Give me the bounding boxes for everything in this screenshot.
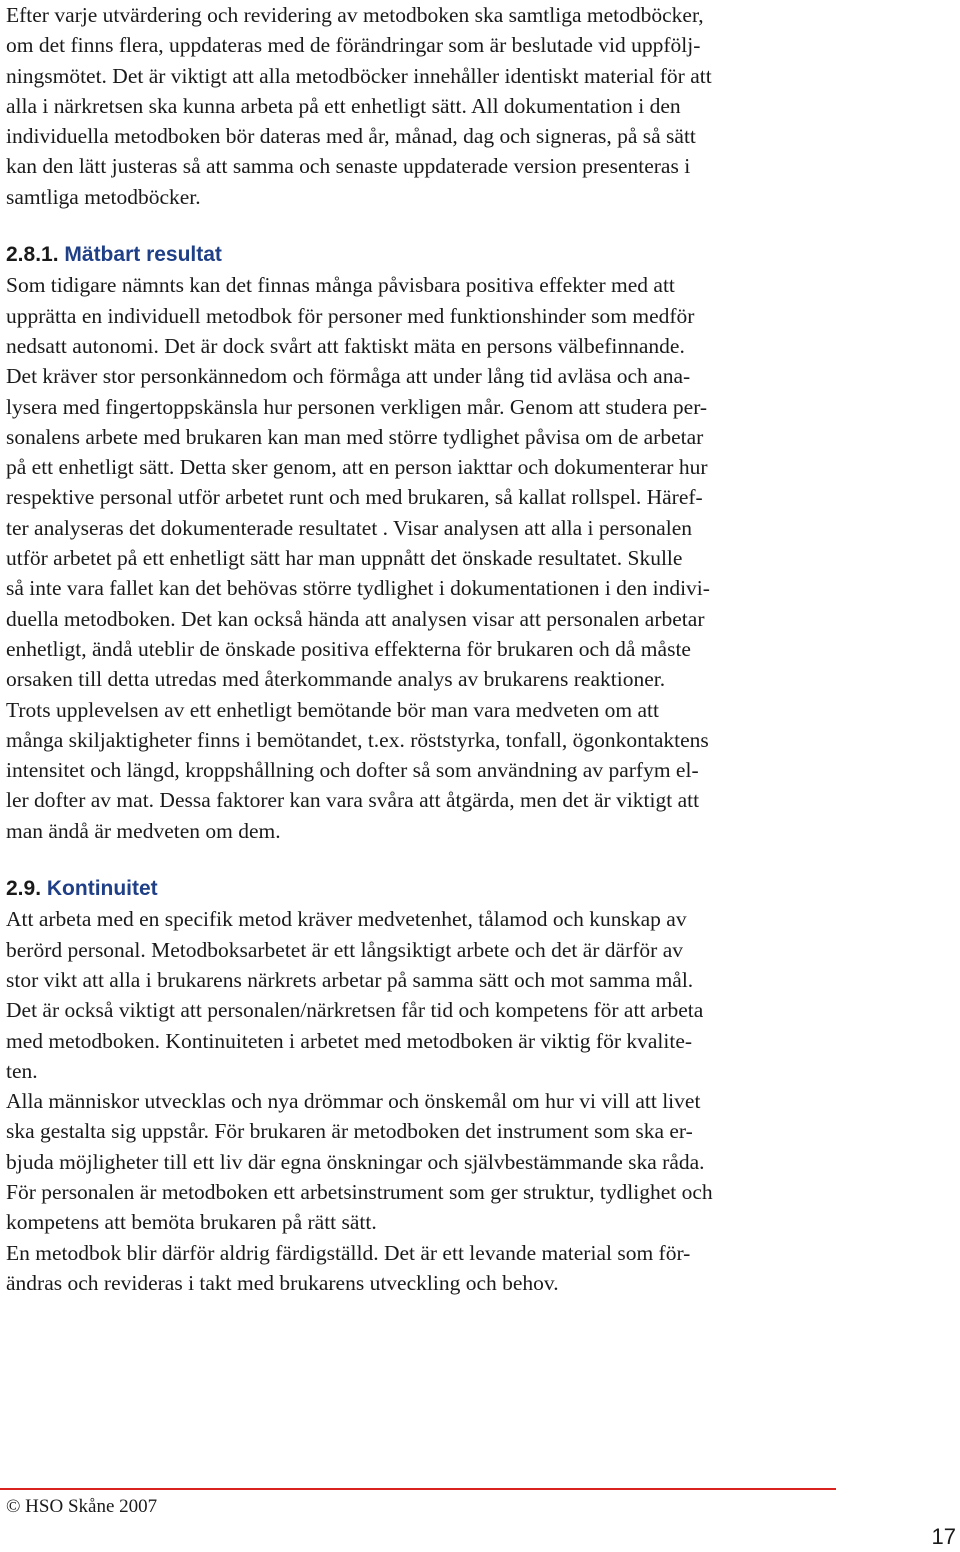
text-line: Trots upplevelsen av ett enhetligt bemötande bör man vara medveten om att <box>6 697 659 722</box>
text-line: lysera med fingertoppskänsla hur personen verkligen mår. Genom att studera per- <box>6 394 708 419</box>
text-line: respektive personal utför arbetet runt och med brukaren, så kallat rollspel. Häref- <box>6 485 703 510</box>
text-line: intensitet och längd, kroppshållning och dofter så som användning av parfym el- <box>6 758 699 783</box>
text-line: enhetligt, ändå uteblir de önskade positiva effekterna för brukaren och då måste <box>6 636 691 661</box>
text-line: nedsatt autonomi. Det är dock svårt att faktiskt mäta en persons välbefinnande. <box>6 333 685 358</box>
text-line: ska gestalta sig uppstår. För brukaren är metodboken det instrument som ska er- <box>6 1119 693 1144</box>
text-line: Som tidigare nämnts kan det finnas många påvisbara positiva effekter med att <box>6 273 675 298</box>
text-line: berörd personal. Metodboksarbetet är ett långsiktigt arbete och det är därför av <box>6 937 683 962</box>
text-line: sonalens arbete med brukaren kan man med större tydlighet påvisa om de arbetar <box>6 424 704 449</box>
section-title: Mätbart resultat <box>64 243 222 267</box>
text-line: Att arbeta med en specifik metod kräver medvetenhet, tålamod och kunskap av <box>6 907 687 932</box>
text-line: många skiljaktigheter finns i bemötandet, t.ex. röststyrka, tonfall, ögonkontaktens <box>6 727 709 752</box>
intro-paragraph <box>6 0 854 212</box>
page-number: 17 <box>931 1524 956 1549</box>
section-heading-2-8-1 <box>6 240 854 270</box>
text-line: duella metodboken. Det kan också hända att analysen visar att personalen arbetar <box>6 606 705 631</box>
section-number: 2.9. <box>6 877 42 901</box>
text-line: En metodbok blir därför aldrig färdigställd. Det är ett levande material som för- <box>6 1240 691 1265</box>
text-line: med metodboken. Kontinuiteten i arbetet med metodboken är viktig för kvalite- <box>6 1028 693 1053</box>
text-line: Alla människor utvecklas och nya drömmar och önskemål om hur vi vill att livet <box>6 1089 701 1114</box>
text-line: orsaken till detta utredas med återkommande analys av brukarens reaktioner. <box>6 667 666 692</box>
text-line: För personalen är metodboken ett arbetsinstrument som ger struktur, tydlighet och <box>6 1179 713 1204</box>
text-line: ten. <box>6 1058 38 1083</box>
text-line: kan den lätt justeras så att samma och senaste uppdaterade version presenteras i <box>6 154 691 179</box>
text-line: kompetens att bemöta brukaren på rätt sätt. <box>6 1210 377 1235</box>
text-line: så inte vara fallet kan det behövas större tydlighet i dokumentationen i den indivi- <box>6 576 710 601</box>
section-heading-2-9 <box>6 874 854 904</box>
section-number: 2.8.1. <box>6 243 59 267</box>
text-line: individuella metodboken bör dateras med år, månad, dag och signeras, på så sätt <box>6 124 696 149</box>
text-line: ningsmötet. Det är viktigt att alla metodböcker innehåller identiskt material för att <box>6 63 712 88</box>
document-page <box>6 0 854 1298</box>
text-line: alla i närkretsen ska kunna arbeta på ett enhetligt sätt. All dokumentation i den <box>6 93 681 118</box>
text-line: Efter varje utvärdering och revidering av metodboken ska samtliga metodböcker, <box>6 3 704 27</box>
text-line: ter analyseras det dokumenterade resultatet . Visar analysen att alla i personalen <box>6 515 693 540</box>
text-line: stor vikt att alla i brukarens närkrets arbetar på samma sätt och mot samma mål. <box>6 967 694 992</box>
text-line: upprätta en individuell metodbok för personer med funktionshinder som medför <box>6 303 695 328</box>
text-line: ler dofter av mat. Dessa faktorer kan vara svåra att åtgärda, men det är viktigt att <box>6 788 700 813</box>
text-line: samtliga metodböcker. <box>6 184 201 209</box>
footer-copyright: © HSO Skåne 2007 <box>6 1496 158 1517</box>
section-2-8-1-body <box>6 270 854 846</box>
footer-divider <box>0 1488 836 1490</box>
section-title: Kontinuitet <box>46 877 158 901</box>
text-line: man ändå är medveten om dem. <box>6 818 281 843</box>
text-line: utför arbetet på ett enhetligt sätt har man uppnått det önskade resultatet. Skulle <box>6 546 683 571</box>
section-2-9-body <box>6 904 854 1298</box>
text-line: bjuda möjligheter till ett liv där egna önskningar och självbestämmande ska råda. <box>6 1149 705 1174</box>
text-line: ändras och revideras i takt med brukarens utveckling och behov. <box>6 1270 559 1295</box>
text-line: Det kräver stor personkännedom och förmåga att under lång tid avläsa och ana- <box>6 364 691 389</box>
text-line: Det är också viktigt att personalen/närkretsen får tid och kompetens för att arbeta <box>6 998 704 1023</box>
text-line: på ett enhetligt sätt. Detta sker genom, att en person iakttar och dokumenterar hur <box>6 455 708 480</box>
text-line: om det finns flera, uppdateras med de förändringar som är beslutade vid uppfölj- <box>6 33 701 58</box>
